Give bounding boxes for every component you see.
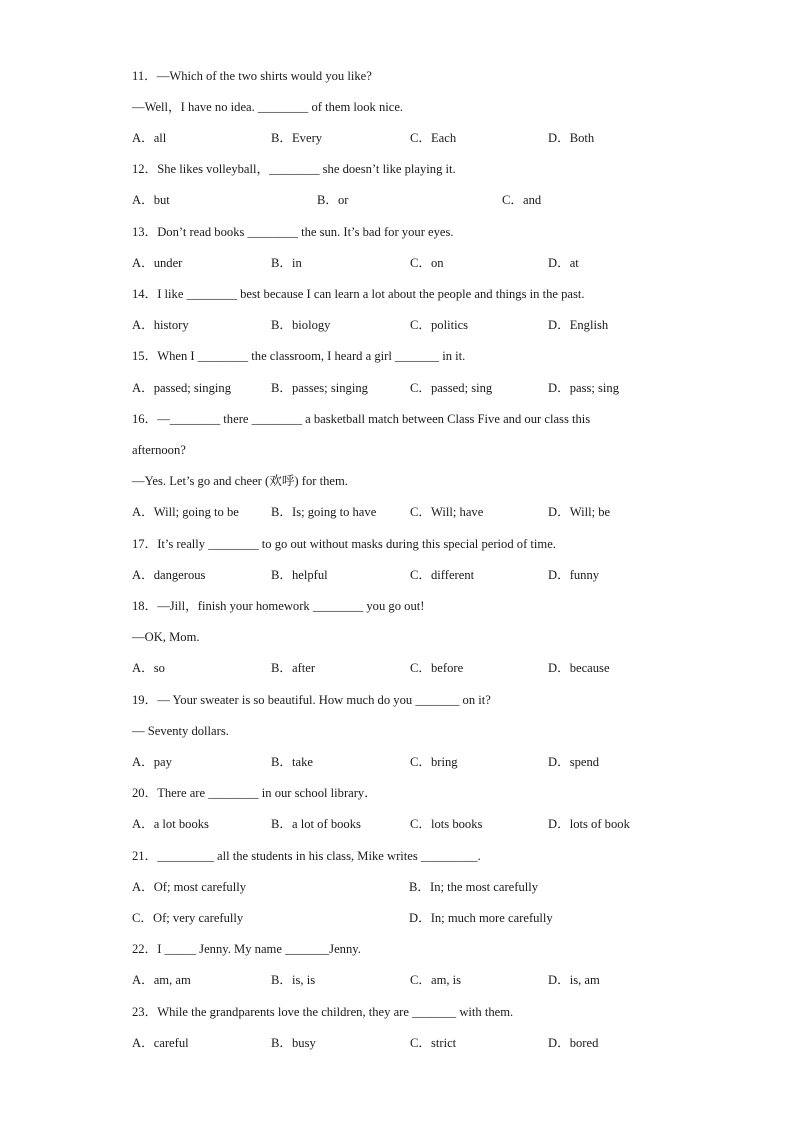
option-a[interactable]: A．Will; going to be xyxy=(132,505,239,519)
question-15: 15．When I ________ the classroom, I heard a girl _______ in it. xyxy=(132,349,466,363)
option-c[interactable]: C．strict xyxy=(410,1036,457,1050)
option-d[interactable]: D．pass; sing xyxy=(548,381,620,395)
question-13: 13．Don’t read books ________ the sun. It’s bad for your eyes. xyxy=(132,225,454,239)
dialogue-line: —OK, Mom. xyxy=(132,630,200,644)
option-c[interactable]: C．passed; sing xyxy=(410,381,493,395)
option-c[interactable]: C．Each xyxy=(410,131,457,145)
option-b[interactable]: B．biology xyxy=(271,318,331,332)
option-a[interactable]: A．history xyxy=(132,318,189,332)
option-b[interactable]: B．a lot of books xyxy=(271,817,361,831)
option-d[interactable]: D．is, am xyxy=(548,973,600,987)
option-a[interactable]: A．dangerous xyxy=(132,568,206,582)
question-16: 16．—________ there ________ a basketball match between Class Five and our class this xyxy=(132,412,591,426)
option-a[interactable]: A．but xyxy=(132,193,170,207)
dialogue-line: — Seventy dollars. xyxy=(132,724,229,738)
option-b[interactable]: B．Every xyxy=(271,131,323,145)
question-21: 21．_________ all the students in his class, Mike writes _________. xyxy=(132,849,481,863)
option-b[interactable]: B．Is; going to have xyxy=(271,505,377,519)
option-c[interactable]: C．politics xyxy=(410,318,469,332)
question-18: 18．—Jill，finish your homework ________ you go out! xyxy=(132,599,425,613)
option-a[interactable]: A．under xyxy=(132,256,183,270)
option-b[interactable]: B．busy xyxy=(271,1036,316,1050)
option-b[interactable]: B．in xyxy=(271,256,302,270)
option-c[interactable]: C．on xyxy=(410,256,444,270)
option-b[interactable]: B．after xyxy=(271,661,316,675)
question-continuation: afternoon? xyxy=(132,443,186,457)
option-d[interactable]: D．In; much more carefully xyxy=(409,911,553,925)
option-d[interactable]: D．funny xyxy=(548,568,600,582)
option-c[interactable]: C．and xyxy=(502,193,542,207)
option-d[interactable]: D．English xyxy=(548,318,609,332)
option-c[interactable]: C．different xyxy=(410,568,475,582)
option-b[interactable]: B．is, is xyxy=(271,973,316,987)
option-a[interactable]: A．so xyxy=(132,661,165,675)
option-a[interactable]: A．Of; most carefully xyxy=(132,880,247,894)
option-d[interactable]: D．at xyxy=(548,256,579,270)
option-c[interactable]: C．Of; very carefully xyxy=(132,911,244,925)
question-11: 11．—Which of the two shirts would you like? xyxy=(132,69,372,83)
option-d[interactable]: D．because xyxy=(548,661,610,675)
option-c[interactable]: C．Will; have xyxy=(410,505,484,519)
option-b[interactable]: B．or xyxy=(317,193,349,207)
option-b[interactable]: B．helpful xyxy=(271,568,328,582)
option-d[interactable]: D．lots of book xyxy=(548,817,630,831)
option-d[interactable]: D．Both xyxy=(548,131,595,145)
dialogue-line: —Well，I have no idea. ________ of them look nice. xyxy=(132,100,404,114)
dialogue-line: —Yes. Let’s go and cheer (欢呼) for them. xyxy=(132,474,348,488)
question-17: 17．It’s really ________ to go out without masks during this special period of time. xyxy=(132,537,556,551)
question-22: 22．I _____ Jenny. My name _______Jenny. xyxy=(132,942,361,956)
option-c[interactable]: C．lots books xyxy=(410,817,483,831)
question-23: 23．While the grandparents love the children, they are _______ with them. xyxy=(132,1005,514,1019)
option-a[interactable]: A．pay xyxy=(132,755,172,769)
option-b[interactable]: B．In; the most carefully xyxy=(409,880,539,894)
option-c[interactable]: C．am, is xyxy=(410,973,462,987)
option-a[interactable]: A．passed; singing xyxy=(132,381,231,395)
question-14: 14．I like ________ best because I can learn a lot about the people and things in the past. xyxy=(132,287,585,301)
option-d[interactable]: D．spend xyxy=(548,755,600,769)
option-c[interactable]: C．before xyxy=(410,661,464,675)
option-d[interactable]: D．bored xyxy=(548,1036,599,1050)
option-b[interactable]: B．take xyxy=(271,755,313,769)
question-19: 19．— Your sweater is so beautiful. How much do you _______ on it? xyxy=(132,693,491,707)
option-b[interactable]: B．passes; singing xyxy=(271,381,368,395)
option-a[interactable]: A．a lot books xyxy=(132,817,209,831)
question-20: 20．There are ________ in our school library． xyxy=(132,786,377,800)
option-d[interactable]: D．Will; be xyxy=(548,505,611,519)
question-12: 12．She likes volleyball，________ she doesn’t like playing it. xyxy=(132,162,456,176)
option-a[interactable]: A．careful xyxy=(132,1036,189,1050)
option-a[interactable]: A．all xyxy=(132,131,167,145)
option-c[interactable]: C．bring xyxy=(410,755,458,769)
option-a[interactable]: A．am, am xyxy=(132,973,191,987)
